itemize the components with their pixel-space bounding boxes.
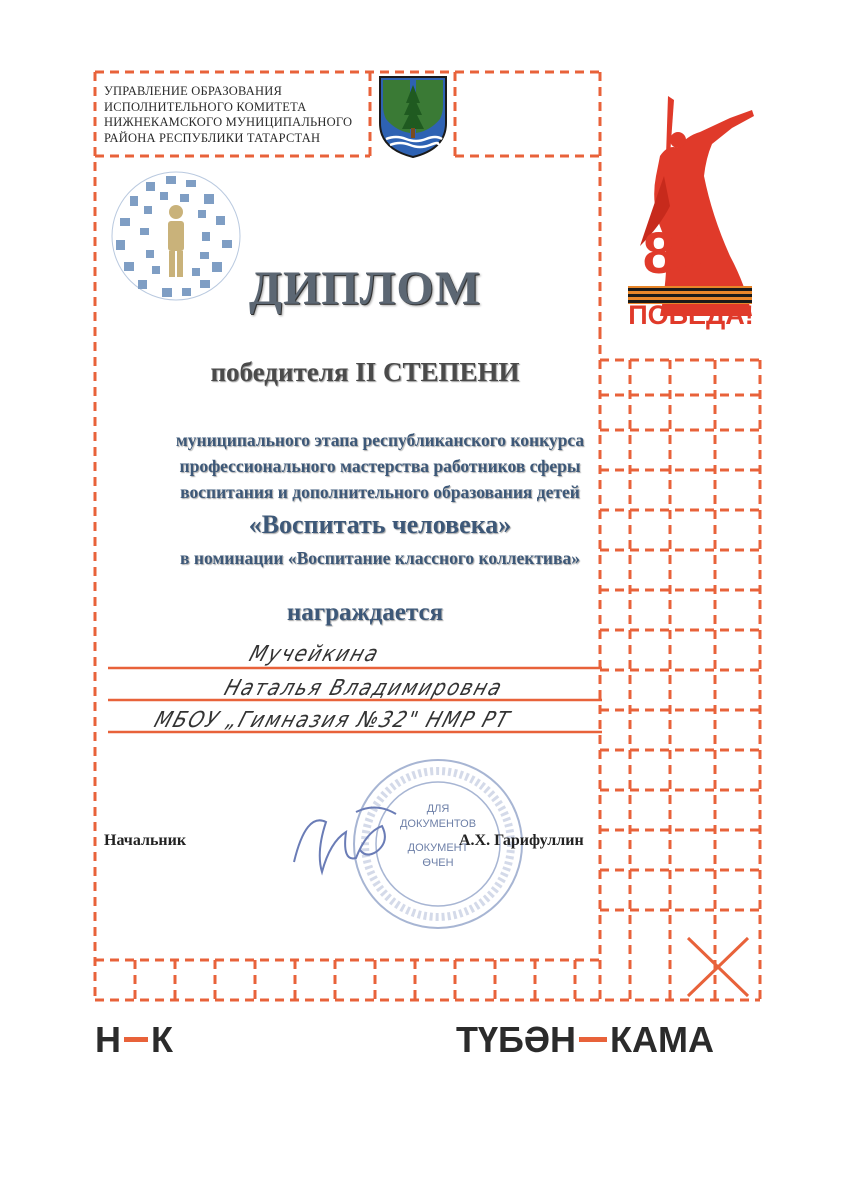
nomination: в номинации «Воспитание классного коллектива» [180, 548, 580, 568]
recipient-name: Наталья Владимировна [221, 676, 507, 701]
issuer-line: РАЙОНА РЕСПУБЛИКИ ТАТАРСТАН [104, 130, 321, 145]
description-line: муниципального этапа республиканского конкурса [175, 430, 585, 450]
issuer-block [104, 84, 374, 146]
nk-logo-part: К [151, 1019, 173, 1060]
issuer-line: УПРАВЛЕНИЕ ОБРАЗОВАНИЯ [104, 84, 282, 98]
issuer-line: ИСПОЛНИТЕЛЬНОГО КОМИТЕТА [104, 99, 307, 114]
recipient-school: МБОУ „Гимназия №32" НМР РТ [151, 708, 514, 733]
victory-text: ПОБЕДА! [628, 300, 754, 330]
tuben-kama-logo [456, 1020, 714, 1060]
seal-text: ДЛЯ [426, 803, 450, 815]
logo-dash [124, 1037, 148, 1042]
signer-position: Начальник [104, 832, 187, 849]
victory-number: 80 [642, 221, 702, 286]
awarded-label: награждается [286, 599, 444, 626]
issuer-line: НИЖНЕКАМСКОГО МУНИЦИПАЛЬНОГО [104, 115, 353, 129]
tk-logo-part: КАМА [610, 1019, 714, 1060]
seal-text: ДОКУМЕНТОВ [399, 818, 477, 830]
contest-name: «Воспитать человека» [248, 510, 512, 539]
nk-logo [95, 1020, 173, 1060]
recipient-surname: Мучейкина [246, 642, 383, 667]
nk-logo-part: Н [95, 1019, 121, 1060]
description-line: воспитания и дополнительного образования детей [180, 482, 580, 502]
signer-name: А.Х. Гарифуллин [459, 832, 584, 849]
document-title: ДИПЛОМ [248, 262, 482, 315]
coat-of-arms-icon [376, 73, 450, 159]
handwritten-signature [286, 792, 406, 892]
award-degree: победителя II СТЕПЕНИ [210, 357, 520, 387]
seal-text: ДОКУМЕНТ [407, 842, 469, 854]
seal-text: ӨЧЕН [422, 857, 454, 869]
description-line: профессионального мастерства работников сферы [179, 456, 581, 476]
tk-logo-part: ТҮБӘН [456, 1019, 577, 1060]
logo-dash [579, 1037, 607, 1042]
